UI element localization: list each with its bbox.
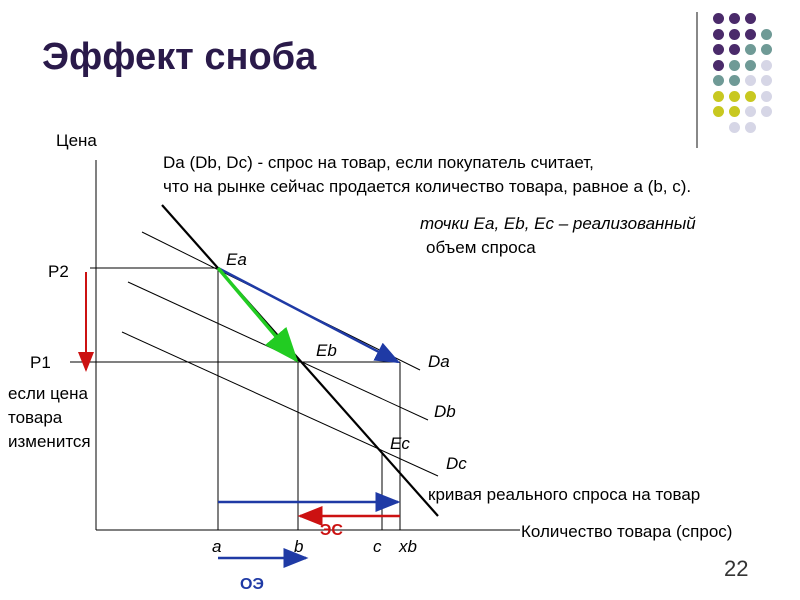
y-axis-label: Цена <box>56 131 97 150</box>
point-eb: Eb <box>316 341 337 360</box>
curve-label-db: Db <box>434 402 456 421</box>
point-ea: Ea <box>226 250 247 269</box>
x-tick-a: a <box>212 537 222 556</box>
blue-arrow-da <box>218 268 398 362</box>
curve-label-dc: Dc <box>446 454 467 473</box>
price-note-line-3: изменится <box>8 432 91 451</box>
effect-es-label: ЭС <box>320 522 343 539</box>
description-line-1: Da (Db, Dc) - спрос на товар, если покупатель считает, <box>163 153 594 172</box>
green-segment <box>218 268 296 360</box>
page-title: Эффект сноба <box>42 36 317 78</box>
description-line-2: что на рынке сейчас продается количество товара, равное a (b, c). <box>163 177 692 196</box>
x-tick-xb: xb <box>399 537 417 556</box>
x-tick-c: c <box>373 537 382 556</box>
note-line-1: точки Ea, Eb, Ec – реализованный <box>420 214 696 233</box>
point-ec: Ec <box>390 434 410 453</box>
real-demand-label: кривая реального спроса на товар <box>428 485 701 504</box>
price-label-p2: P2 <box>48 262 69 281</box>
price-note-line-2: товара <box>8 408 63 427</box>
page-number: 22 <box>724 556 749 581</box>
effect-oe-label: ОЭ <box>240 576 264 593</box>
x-axis-label: Количество товара (спрос) <box>521 522 733 541</box>
price-label-p1: P1 <box>30 353 51 372</box>
curve-db <box>128 282 428 420</box>
note-line-2: объем спроса <box>426 238 536 257</box>
x-tick-b: b <box>294 537 304 556</box>
price-note-line-1: если цена <box>8 384 88 403</box>
curve-dc <box>122 332 438 476</box>
curve-label-da: Da <box>428 352 450 371</box>
